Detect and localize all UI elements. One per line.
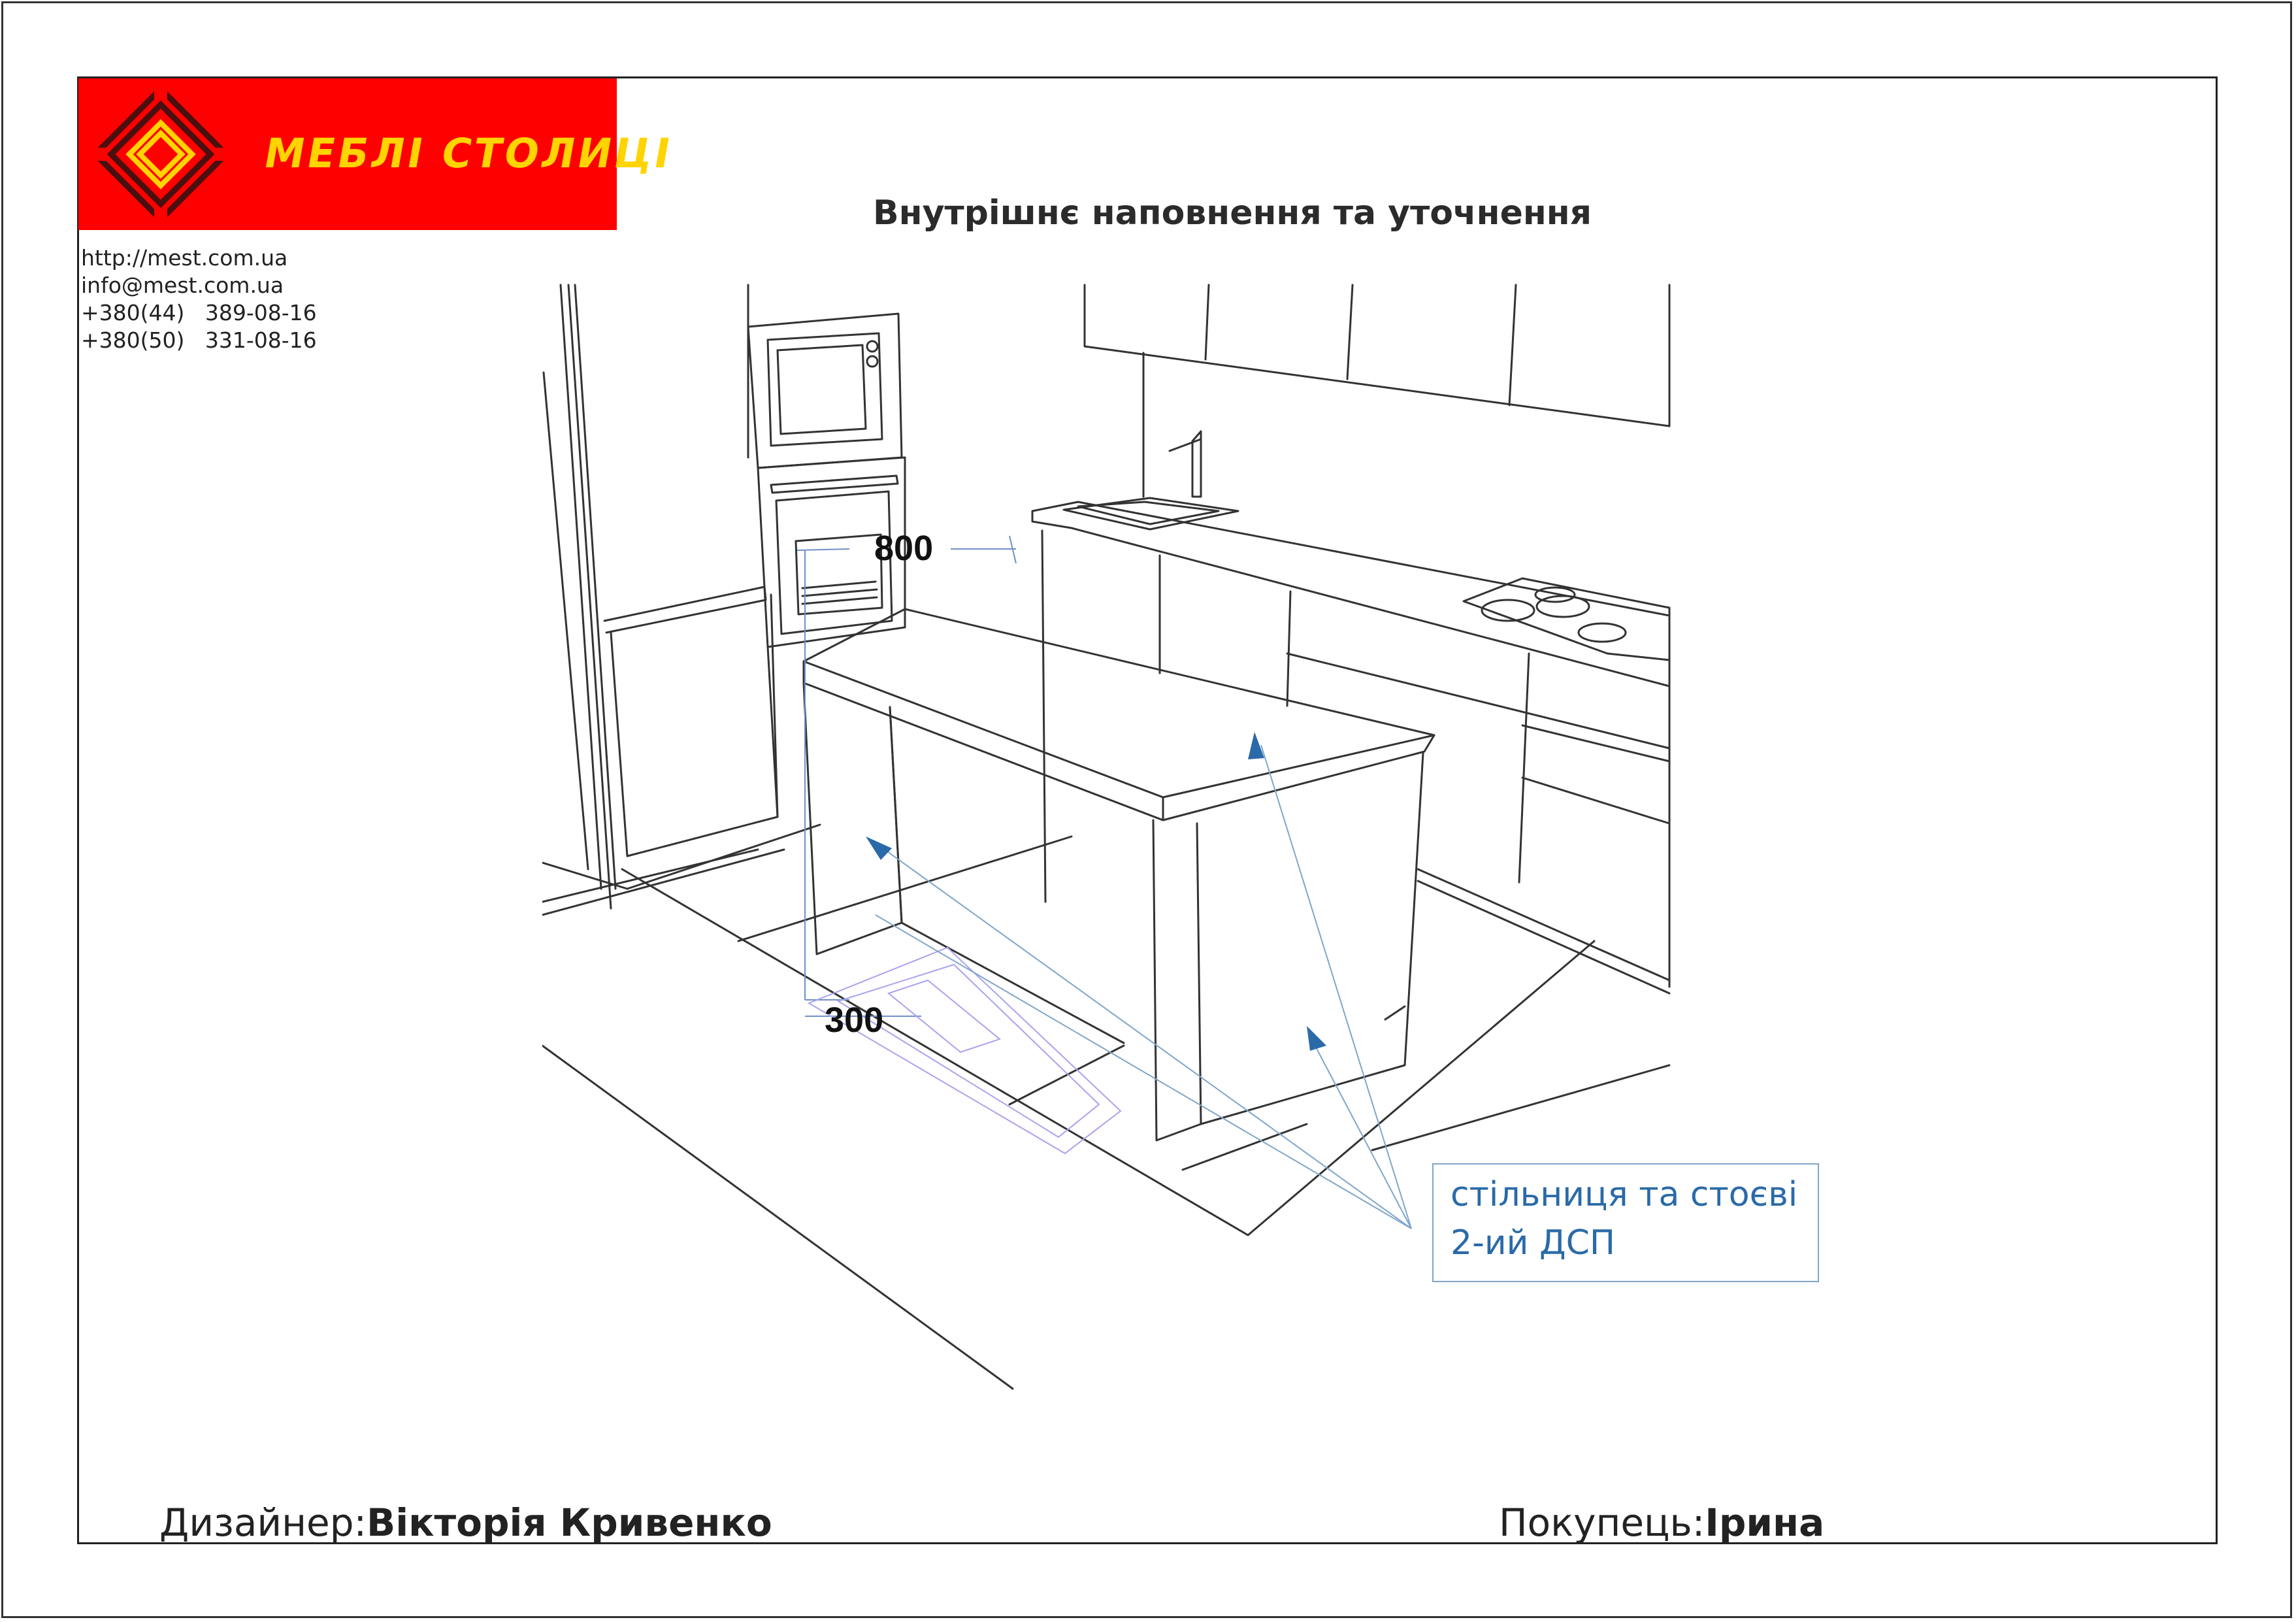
customer-label: Покупець: (1499, 1500, 1705, 1545)
callout-line-1: стільниця та стоєві (1451, 1175, 1798, 1214)
company-name: МЕБЛІ СТОЛИЦІ (260, 129, 677, 177)
dimension-bottom-label: 300 (825, 1001, 884, 1040)
page-title: Внутрішнє наповнення та уточнення (873, 193, 1592, 233)
company-logo (78, 78, 677, 230)
designer-credit (159, 1500, 772, 1545)
designer-label: Дизайнер: (159, 1500, 367, 1545)
contact-info (81, 244, 317, 354)
designer-name: Вікторія Кривенко (367, 1500, 772, 1545)
callout-line-2: 2-ий ДСП (1451, 1223, 1616, 1263)
customer-credit (1499, 1500, 1824, 1545)
customer-name: Ірина (1705, 1500, 1825, 1545)
material-callout (1432, 1163, 1819, 1282)
dimension-top-label: 800 (874, 529, 934, 568)
logo-emblem-icon (91, 85, 230, 223)
website-link[interactable]: http://mest.com.ua (81, 245, 288, 271)
phone-2: +380(50) 331-08-16 (81, 327, 317, 353)
phone-1: +380(44) 389-08-16 (81, 300, 317, 325)
email-link[interactable]: info@mest.com.ua (81, 273, 284, 298)
